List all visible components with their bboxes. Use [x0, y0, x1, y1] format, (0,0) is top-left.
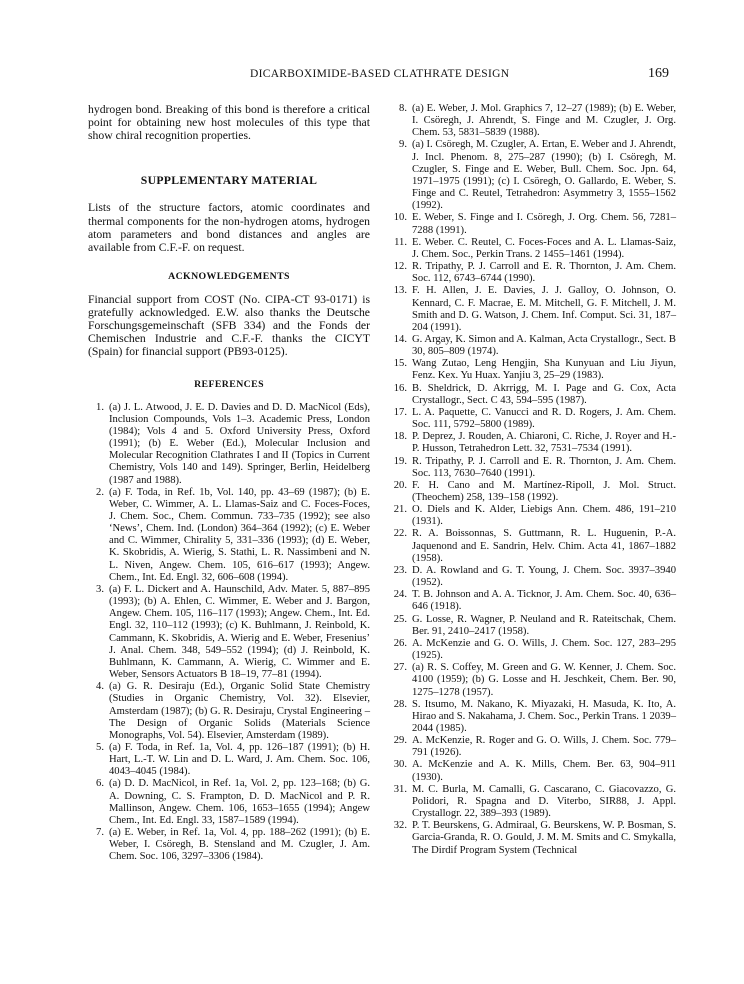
reference-number: 10. — [393, 212, 407, 224]
intro-paragraph: hydrogen bond. Breaking of this bond is therefore a critical point for obtaining new host molecules of this type that show chiral recognition properties. — [88, 103, 370, 143]
reference-number: 3. — [96, 583, 104, 595]
reference-number: 15. — [393, 358, 407, 370]
reference-text: (a) J. L. Atwood, J. E. D. Davies and D. D. MacNicol (Eds), Inclusion Compounds, Vols 1–3. Academic Press, London (1984); Vols 4 and 5. Oxford University Press, Oxford (1991); (b) E. Weber (Ed.), Molecular Inclusion and Molecular Recognition Clathrates I and II (Topics in Current Chemistry, Vols 140 and 149). Springer, Berlin, Heidelberg (1987 and 1988). — [109, 401, 370, 486]
reference-text: (a) D. D. MacNicol, in Ref. 1a, Vol. 2, pp. 123–168; (b) G. A. Downing, C. S. Frampton, D. D. MacNicol and P. R. Mallinson, Angew. Chem. 106, 1653–1655 (1994); Angew Chem., Int. Ed. Engl. 33, 1587–1589 (1994). — [109, 778, 370, 826]
acknowledgements-heading: ACKNOWLEDGEMENTS — [168, 270, 290, 282]
reference-item — [391, 212, 676, 236]
reference-item — [391, 358, 676, 382]
reference-item — [391, 383, 676, 407]
reference-text: G. Losse, R. Wagner, P. Neuland and R. Rateitschak, Chem. Ber. 91, 2410–2417 (1958). — [412, 613, 676, 637]
reference-item — [391, 589, 676, 613]
reference-item — [391, 103, 676, 139]
supplementary-heading: SUPPLEMENTARY MATERIAL — [140, 174, 318, 188]
reference-number: 26. — [393, 637, 407, 649]
reference-number: 9. — [399, 139, 407, 151]
reference-item — [391, 638, 676, 662]
references-heading: REFERENCES — [194, 379, 264, 391]
reference-item — [88, 778, 370, 827]
reference-number: 8. — [399, 103, 407, 114]
reference-text: (a) E. Weber, in Ref. 1a, Vol. 4, pp. 188–262 (1991); (b) E. Weber, I. Csöregh, B. Stensland and M. Czugler, J. Am. Chem. Soc. 106, 3297–3306 (1984). — [109, 827, 370, 863]
reference-text: (a) R. S. Coffey, M. Green and G. W. Kenner, J. Chem. Soc. 4100 (1959); (b) G. Losse and H. Jeschkeit, Chem. Ber. 90, 1275–1278 (1957). — [412, 662, 676, 698]
reference-number: 28. — [393, 698, 407, 710]
reference-text: F. H. Allen, J. E. Davies, J. J. Galloy, O. Johnson, O. Kennard, C. F. Macrae, E. M. Mitchell, G. F. Mitchell, J. M. Smith and D. G. Watson, J. Chem. Inf. Comput. Sci. 31, 187–204 (1991). — [412, 285, 676, 333]
reference-text: E. Weber. C. Reutel, C. Foces-Foces and A. L. Llamas-Saiz, J. Chem. Soc., Perkin Trans. 2 1455–1461 (1994). — [412, 236, 676, 260]
reference-number: 5. — [96, 741, 104, 753]
reference-text: Wang Zutao, Leng Hengjin, Sha Kunyuan and Liu Jiyun, Fenz. Kex. Yu Huax. Yanjiu 3, 25–29 (1983). — [412, 358, 676, 382]
reference-item — [391, 759, 676, 783]
reference-number: 29. — [393, 735, 407, 747]
reference-item — [391, 735, 676, 759]
reference-text: S. Itsumo, M. Nakano, K. Miyazaki, H. Masuda, K. Ito, A. Hirao and S. Nakahama, J. Chem. Soc., Perkin Trans. 1 2039–2044 (1985). — [412, 698, 676, 734]
acknowledgements-text: Financial support from COST (No. CIPA-CT 93-0171) is gratefully acknowledged. E.W. also thanks the Deutsche Forschungsgemeinschaft (SFB 334) and the Fonds der Chemischen Industrie and C.F.-F. thanks the CICYT (Spain) for financial support (PB93-0125). — [88, 292, 370, 359]
reference-item — [391, 139, 676, 212]
reference-item — [391, 565, 676, 589]
reference-text: (a) G. R. Desiraju (Ed.), Organic Solid State Chemistry (Studies in Organic Chemistry, Vol. 32). Elsevier, Amsterdam (1987); (b) G. R. Desiraju, Crystal Engineering – The Design of Organic Solids (Materials Science Monographs, Vol. 54). Elsevier, Amsterdam (1989). — [109, 681, 370, 741]
reference-text: (a) E. Weber, J. Mol. Graphics 7, 12–27 (1989); (b) E. Weber, I. Csöregh, J. Ahrendt, S. Finge and M. Czugler, J. Org. Chem. 53, 5831–5839 (1988). — [412, 103, 676, 139]
reference-number: 12. — [393, 261, 407, 273]
reference-text: L. A. Paquette, C. Vanucci and R. D. Rogers, J. Am. Chem. Soc. 111, 5792–5800 (1989). — [412, 406, 676, 431]
references-list-left — [88, 402, 370, 864]
reference-number: 4. — [96, 681, 104, 693]
reference-number: 1. — [96, 401, 104, 413]
reference-text: R. A. Boissonnas, S. Guttmann, R. L. Huguenin, P.-A. Jaquenond and E. Sandrin, Helv. Chim. Acta 41, 1867–1882 (1958). — [412, 528, 676, 564]
reference-number: 6. — [96, 778, 104, 790]
reference-number: 30. — [393, 759, 407, 771]
reference-item — [88, 742, 370, 778]
reference-text: P. T. Beurskens, G. Admiraal, G. Beurskens, W. P. Bosman, S. Garcia-Granda, R. O. Gould, J. M. M. Smits and C. Smykalla, The Dirdif Program System (Technical — [412, 820, 676, 856]
references-list-right — [391, 103, 676, 857]
reference-number: 7. — [96, 827, 104, 839]
page-header — [0, 66, 744, 86]
left-column — [88, 103, 370, 864]
reference-item — [391, 480, 676, 504]
reference-number: 22. — [393, 528, 407, 540]
reference-text: T. B. Johnson and A. A. Ticknor, J. Am. Chem. Soc. 40, 636–646 (1918). — [412, 589, 676, 613]
reference-number: 23. — [393, 564, 407, 576]
reference-number: 25. — [393, 613, 407, 625]
reference-number: 24. — [393, 589, 407, 601]
reference-number: 17. — [393, 406, 407, 418]
reference-item — [391, 699, 676, 735]
reference-text: A. McKenzie and A. K. Mills, Chem. Ber. 63, 904–911 (1930). — [412, 759, 676, 783]
reference-number: 27. — [393, 662, 407, 674]
reference-number: 21. — [393, 504, 407, 516]
reference-text: G. Argay, K. Simon and A. Kalman, Acta Crystallogr., Sect. B 30, 805–809 (1974). — [412, 333, 676, 358]
reference-number: 32. — [393, 820, 407, 832]
reference-item — [88, 681, 370, 742]
reference-text: B. Sheldrick, D. Akrrigg, M. I. Page and G. Cox, Acta Crystallogr., Sect. C 43, 594–595 (1987). — [412, 382, 676, 406]
reference-item — [88, 827, 370, 863]
reference-number: 19. — [393, 455, 407, 467]
reference-item — [391, 285, 676, 334]
reference-item — [391, 820, 676, 856]
reference-item — [88, 487, 370, 584]
reference-item — [391, 237, 676, 261]
reference-number: 2. — [96, 486, 104, 498]
reference-text: R. Tripathy, P. J. Carroll and E. R. Thornton, J. Am. Chem. Soc. 112, 6743–6744 (1990). — [412, 261, 676, 285]
reference-item — [391, 456, 676, 480]
reference-number: 14. — [393, 333, 407, 345]
reference-text: (a) F. Toda, in Ref. 1b, Vol. 140, pp. 43–69 (1987); (b) E. Weber, C. Wimmer, A. L. Llamas-Saiz and C. Foces-Foces, J. Chem. Soc., Chem. Commun. 733–735 (1992); see also ‘News’, Chem. Ind. (London) 364–364 (1992); (c) E. Weber and C. Wimmer, Chirality 5, 331–336 (1993); (d) E. Weber, K. Skobridis, A. Wierig, S. Stathi, L. R. Nassimbeni and N. L. Niven, Angew. Chem. 105, 616–617 (1993); Angew. Chem., Int. Ed. Engl. 32, 606–608 (1994). — [109, 486, 370, 583]
reference-text: D. A. Rowland and G. T. Young, J. Chem. Soc. 3937–3940 (1952). — [412, 564, 676, 589]
reference-item — [391, 784, 676, 820]
reference-text: R. Tripathy, P. J. Carroll and E. R. Thornton, J. Am. Chem. Soc. 113, 7630–7640 (1991). — [412, 455, 676, 479]
reference-item — [88, 402, 370, 487]
right-column — [391, 103, 676, 857]
reference-text: (a) I. Csöregh, M. Czugler, A. Ertan, E. Weber and J. Ahrendt, J. Incl. Phenom. 8, 275–287 (1990); (b) I. Csöregh, M. Czugler, S. Finge and E. Weber, Bull. Chem. Soc. Jpn. 64, 1971–1975 (1991); (c) I. Csöregh, O. Gallardo, E. Weber, S. Finge and C. Reutel, Tetrahedron: Asymmetry 3, 1555–1562 (1992). — [412, 139, 676, 212]
reference-text: O. Diels and K. Alder, Liebigs Ann. Chem. 486, 191–210 (1931). — [412, 504, 676, 528]
reference-item — [391, 614, 676, 638]
supplementary-text: Lists of the structure factors, atomic coordinates and thermal components for the non-hydrogen atoms, hydrogen atom parameters and bond distances and angles are available from C.F.-F. on request. — [88, 201, 370, 254]
reference-item — [391, 407, 676, 431]
reference-text: A. McKenzie and G. O. Wills, J. Chem. Soc. 127, 283–295 (1925). — [412, 637, 676, 662]
reference-text: A. McKenzie, R. Roger and G. O. Wills, J. Chem. Soc. 779–791 (1926). — [412, 735, 676, 759]
running-title: DICARBOXIMIDE-BASED CLATHRATE DESIGN — [250, 68, 510, 80]
reference-number: 11. — [394, 236, 407, 248]
reference-number: 18. — [393, 431, 407, 443]
reference-item — [391, 334, 676, 358]
reference-text: (a) F. Toda, in Ref. 1a, Vol. 4, pp. 126–187 (1991); (b) H. Hart, L.-T. W. Lin and D. L. Ward, J. Am. Chem. Soc. 106, 4043–4045 (1984). — [109, 741, 370, 778]
reference-text: (a) F. L. Dickert and A. Haunschild, Adv. Mater. 5, 887–895 (1993); (b) A. Ehlen, C. Wimmer, E. Weber and J. Bargon, Angew. Chem. 105, 116–117 (1993); Angew. Chem., Int. Ed. Engl. 32, 110–112 (1993); (c) K. Buhlmann, J. Reinbold, K. Cammann, K. Skobridis, A. Wierig and E. Weber, Fresenius’ J. Anal. Chem. 348, 549–552 (1994); (d) J. Reinbold, K. Buhlmann, K. Cammann, A. Wierig, C. Wimmer and E. Weber, Sensors Actuators B 18–19, 77–81 (1994). — [109, 583, 370, 681]
reference-number: 16. — [393, 382, 407, 394]
reference-text: F. H. Cano and M. Martínez-Ripoll, J. Mol. Struct. (Theochem) 258, 139–158 (1992). — [412, 479, 676, 503]
reference-text: E. Weber, S. Finge and I. Csöregh, J. Org. Chem. 56, 7281–7288 (1991). — [412, 212, 676, 236]
reference-text: M. C. Burla, M. Camalli, G. Cascarano, C. Giacovazzo, G. Polidori, R. Spagna and D. Viterbo, SIR88, J. Appl. Crystallogr. 22, 389–393 (1989). — [412, 783, 676, 820]
page-number: 169 — [648, 66, 669, 81]
reference-number: 31. — [393, 783, 407, 795]
reference-text: P. Deprez, J. Rouden, A. Chiaroni, C. Riche, J. Royer and H.-P. Husson, Tetrahedron Lett. 32, 7531–7534 (1991). — [412, 431, 676, 455]
reference-number: 13. — [393, 285, 407, 297]
reference-item — [88, 584, 370, 681]
reference-item — [391, 504, 676, 528]
reference-item — [391, 528, 676, 564]
reference-item — [391, 261, 676, 285]
reference-item — [391, 431, 676, 455]
reference-item — [391, 662, 676, 698]
reference-number: 20. — [393, 479, 407, 491]
